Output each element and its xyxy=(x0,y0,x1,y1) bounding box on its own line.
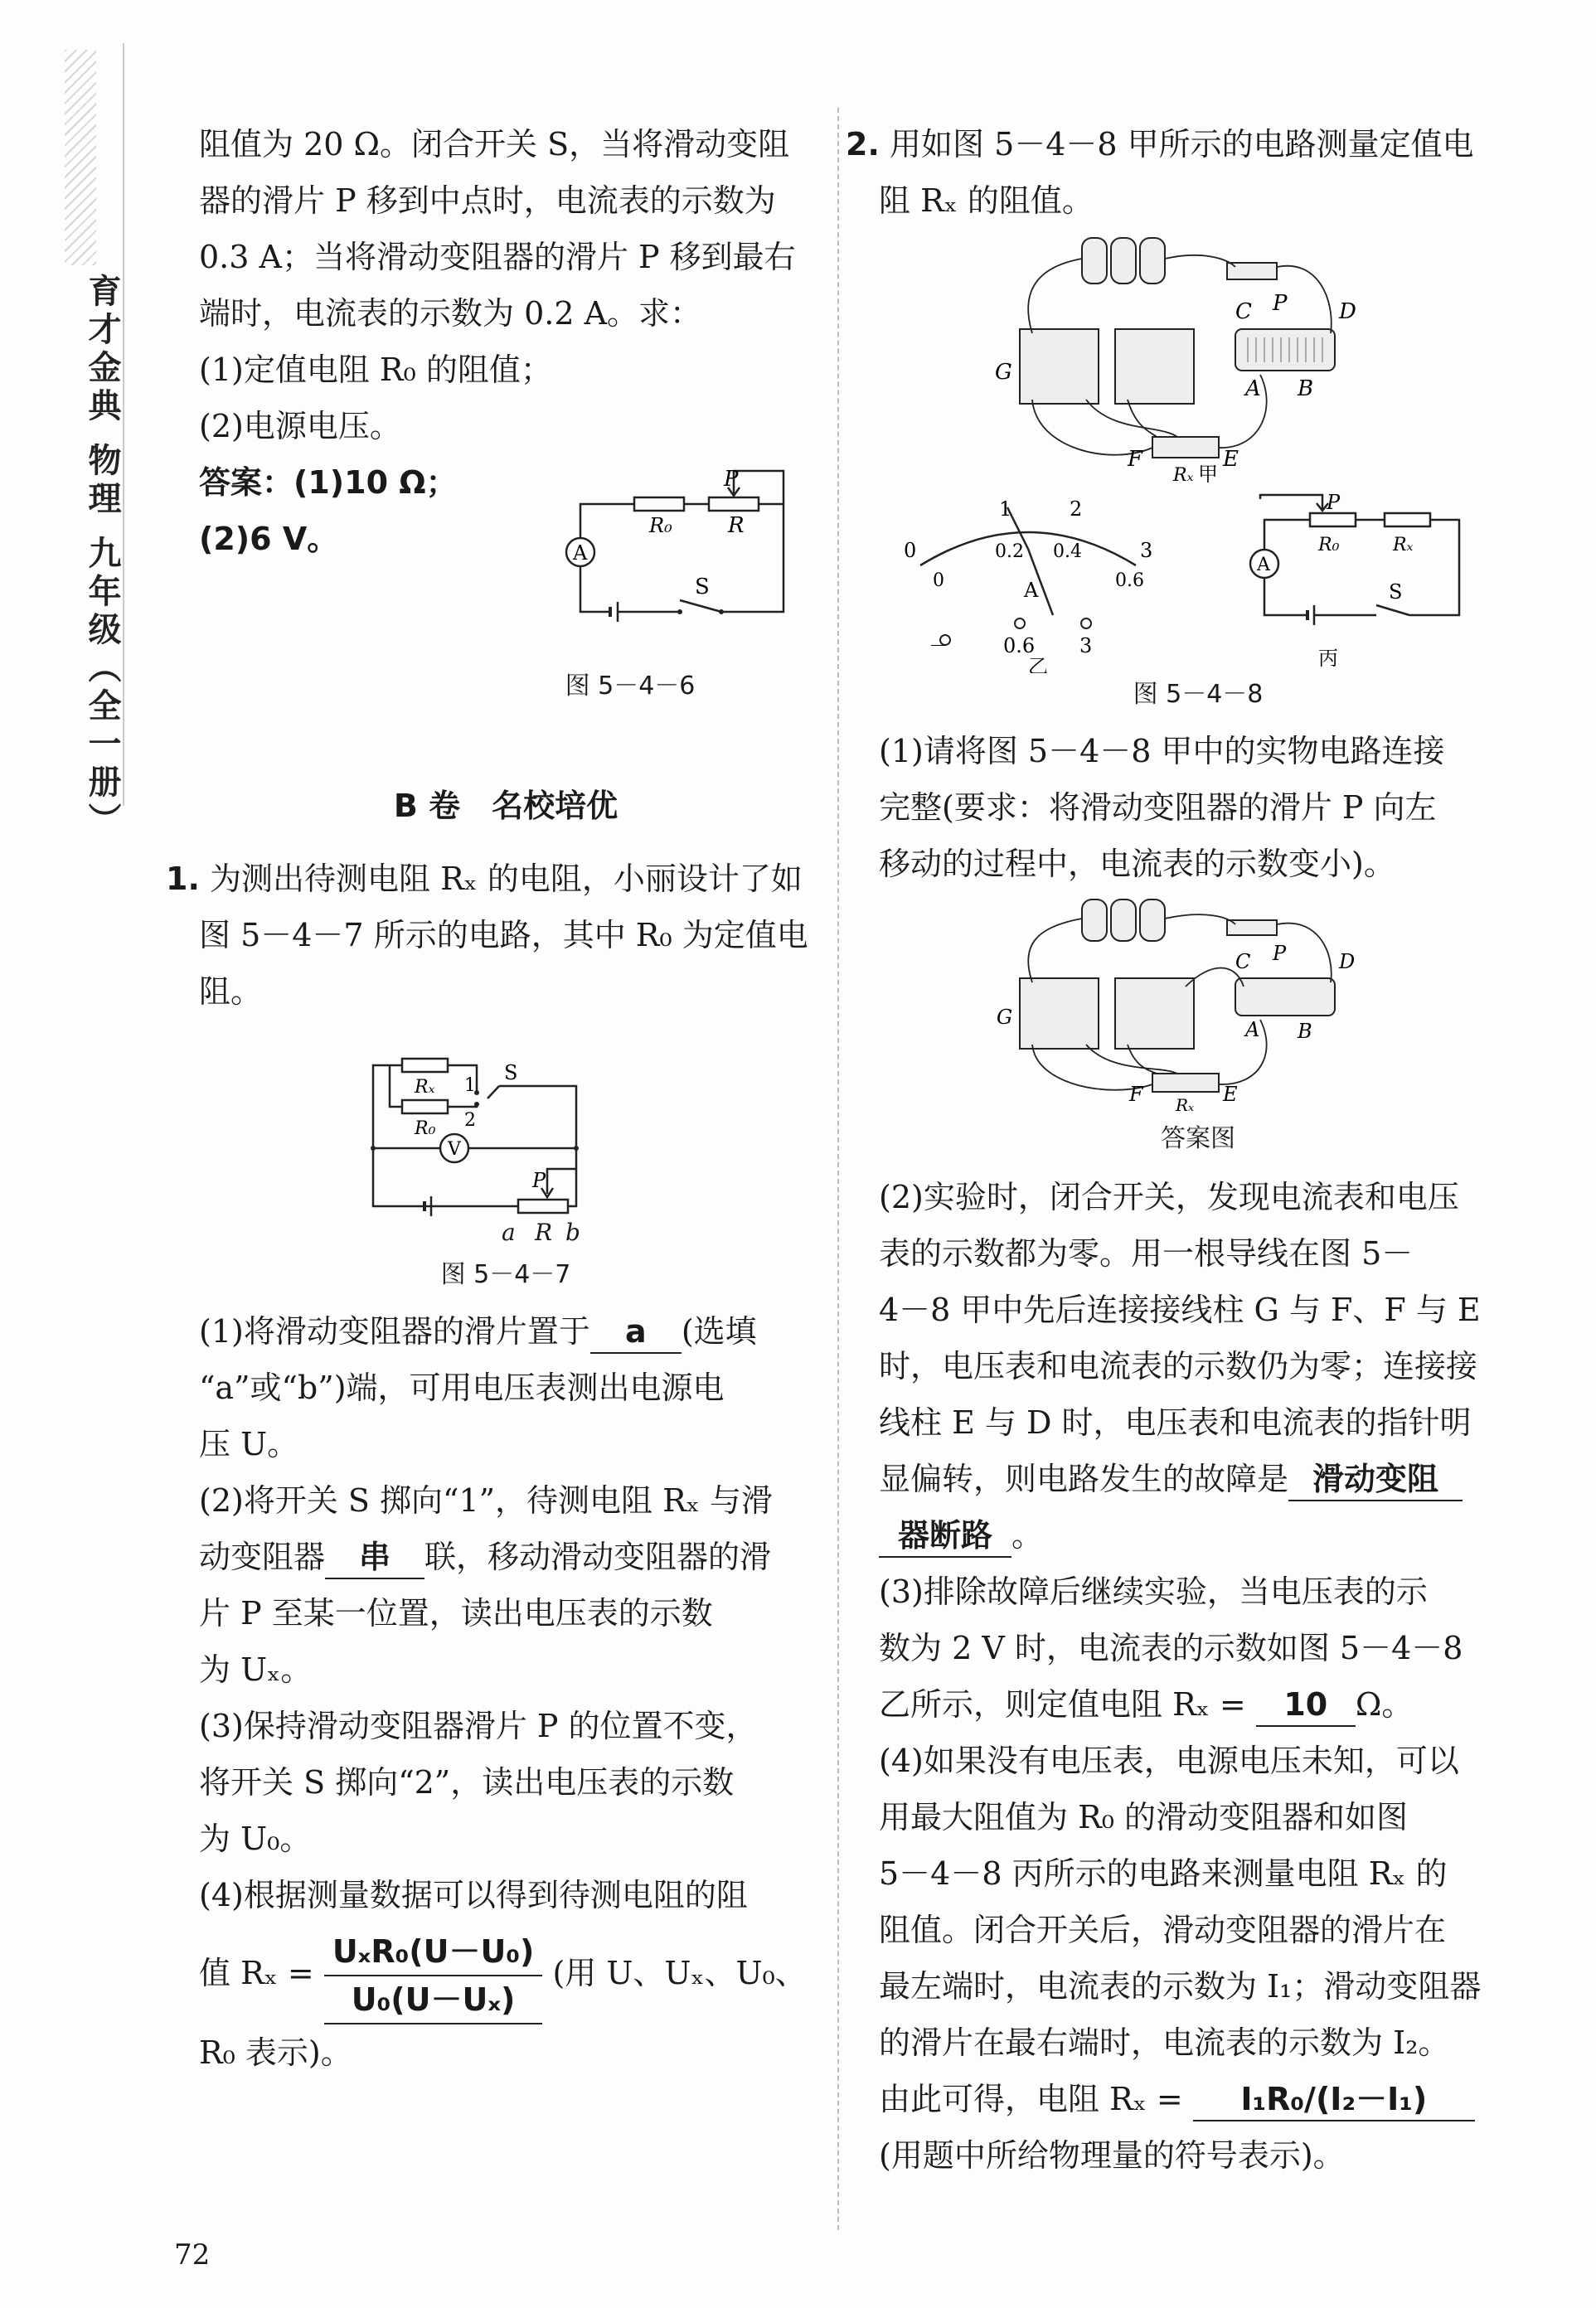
q2-text: 用如图 5－4－8 甲所示的电路测量定值电 xyxy=(889,126,1474,162)
question-number: 2. xyxy=(846,126,880,162)
terminal-0-6: 0.6 xyxy=(1003,634,1036,657)
answer-1: 答案：(1)10 Ω； xyxy=(199,464,458,501)
ammeter-dial-yi xyxy=(895,491,1169,673)
q1-step-1: 压 U。 xyxy=(199,1426,299,1462)
column-divider xyxy=(837,108,839,2230)
text: 联，移动滑动变阻器的滑 xyxy=(424,1539,772,1575)
terminal-g: G xyxy=(997,1006,1013,1029)
intro-line: 0.3 A；当将滑动变阻器的滑片 P 移到最右 xyxy=(199,239,796,275)
q1-step-3: (3)保持滑动变阻器滑片 P 的位置不变， xyxy=(199,1708,758,1744)
q1-text: 图 5－4－7 所示的电路，其中 R₀ 为定值电 xyxy=(199,917,808,953)
terminal-p: P xyxy=(1273,942,1287,965)
terminal-minus: － xyxy=(929,634,948,657)
q1-step-3: 将开关 S 掷向“2”，读出电压表的示数 xyxy=(199,1764,735,1801)
q1-step-1: “a”或“b”)端，可用电压表测出电源电 xyxy=(199,1370,725,1406)
terminal-a: A xyxy=(1245,376,1261,401)
label-p: P xyxy=(724,467,739,492)
q1-text: 阻。 xyxy=(199,973,263,1010)
q2-step-1: (1)请将图 5－4－8 甲中的实物电路连接 xyxy=(879,733,1445,769)
q2-step-3: 数为 2 V 时，电流表的示数如图 5－4－8 xyxy=(879,1630,1463,1666)
label-rx: Rₓ xyxy=(1393,535,1414,555)
label-switch: S xyxy=(1389,580,1403,604)
answer-blank: 串 xyxy=(325,1536,424,1579)
q2-step-4: 阻值。闭合开关后，滑动变阻器的滑片在 xyxy=(879,1912,1447,1948)
q2-step-2: 线柱 E 与 D 时，电压表和电流表的指针明 xyxy=(879,1404,1472,1441)
sub-question-2: (2)电源电压。 xyxy=(199,408,401,444)
terminal-d: D xyxy=(1339,950,1356,973)
answer-2: (2)6 V。 xyxy=(199,521,339,557)
tick-top-1: 1 xyxy=(999,497,1012,521)
q2-step-3: (3)排除故障后继续实验，当电压表的示 xyxy=(879,1573,1428,1610)
question-2-line xyxy=(846,116,1517,172)
label-r0: R₀ xyxy=(1318,535,1340,555)
q2-step-4: 用最大阻值为 R₀ 的滑动变阻器和如图 xyxy=(879,1799,1409,1835)
answer-fraction xyxy=(324,1928,543,2024)
page-number: 72 xyxy=(174,2238,211,2272)
intro-line: 端时，电流表的示数为 0.2 A。求： xyxy=(199,295,702,332)
terminal-b: B xyxy=(1298,1020,1312,1043)
answer-blank: 滑动变阻 xyxy=(1288,1458,1463,1501)
q2-step-4: 最左端时，电流表的示数为 I₁；滑动变阻器 xyxy=(879,1968,1482,2005)
text: 由此可得，电阻 Rₓ = xyxy=(879,2081,1183,2117)
rheostat-labels xyxy=(348,1219,614,1247)
terminal-a: A xyxy=(1245,1018,1260,1041)
text: (1)将滑动变阻器的滑片置于 xyxy=(199,1313,590,1350)
terminal-3: 3 xyxy=(1079,634,1093,657)
question-1-line xyxy=(166,851,813,907)
label-terminal-1: 1 xyxy=(464,1075,476,1096)
label-ammeter: A xyxy=(1257,555,1270,575)
text: 动变阻器 xyxy=(199,1539,326,1575)
tick-top-3: 3 xyxy=(1140,539,1153,562)
label-r: R xyxy=(535,1219,553,1246)
intro-line: 器的滑片 P 移到中点时，电流表的示数为 xyxy=(199,182,776,219)
text: 乙所示，则定值电阻 Rₓ = xyxy=(879,1686,1246,1723)
q2-step-2: 时，电压表和电流表的示数仍为零；连接接 xyxy=(879,1348,1478,1384)
terminal-f: F xyxy=(1128,447,1143,472)
text: (选填 xyxy=(681,1313,757,1350)
fraction-numerator: UₓR₀(U－U₀) xyxy=(324,1928,543,1976)
label-p: P xyxy=(532,1169,546,1192)
label-rx: Rₓ xyxy=(1176,1095,1195,1111)
text: 。 xyxy=(1011,1517,1044,1554)
text: (用 U、Uₓ、U₀、 xyxy=(552,1955,807,1991)
q2-step-2 xyxy=(879,1507,1517,1564)
text: 显偏转，则电路发生的故障是 xyxy=(879,1461,1289,1497)
q1-step-3: 为 U₀。 xyxy=(199,1821,312,1857)
q2-step-4: (4)如果没有电压表，电源电压未知，可以 xyxy=(879,1743,1459,1779)
section-heading: B 卷 名校培优 xyxy=(393,788,619,824)
q2-step-1: 移动的过程中，电流表的示数变小)。 xyxy=(879,846,1395,882)
tick-bottom-0-2: 0.2 xyxy=(995,541,1024,562)
label-switch: S xyxy=(504,1061,518,1084)
right-column xyxy=(846,116,1517,2184)
label-yi: 乙 xyxy=(1028,655,1048,673)
figure-caption: 图 5－4－7 xyxy=(440,1260,571,1289)
book-title: 育才金典 物理 九年级（全一册） xyxy=(83,274,121,841)
label-r0: R₀ xyxy=(415,1118,436,1139)
tick-bottom-0-4: 0.4 xyxy=(1053,541,1082,562)
tick-bottom-0-6: 0.6 xyxy=(1115,570,1144,591)
terminal-c: C xyxy=(1235,950,1251,973)
q2-step-2: 表的示数都为零。用一根导线在图 5－ xyxy=(879,1235,1414,1272)
side-decoration xyxy=(65,50,96,265)
answer-block xyxy=(199,454,813,670)
label-r: R xyxy=(728,513,745,538)
terminal-d: D xyxy=(1339,299,1356,324)
q1-text: 为测出待测电阻 Rₓ 的电阻，小丽设计了如 xyxy=(209,861,803,897)
q2-step-4: 的滑片在最右端时，电流表的示数为 I₂。 xyxy=(879,2024,1450,2061)
q2-step-4 xyxy=(879,2071,1517,2127)
label-bing: 丙 xyxy=(1318,647,1338,670)
label-rx: Rₓ xyxy=(415,1077,435,1098)
q1-step-1 xyxy=(199,1303,813,1360)
figure-caption: 图 5－4－6 xyxy=(565,672,696,701)
terminal-p: P xyxy=(1273,291,1288,316)
q2-step-2 xyxy=(879,1451,1517,1507)
q1-step-2: 片 P 至某一位置，读出电压表的示数 xyxy=(199,1595,713,1632)
q1-step-4: R₀ 表示)。 xyxy=(199,2034,352,2071)
left-column xyxy=(166,116,813,2081)
label-terminal-2: 2 xyxy=(464,1110,476,1131)
physical-circuit-jia xyxy=(987,234,1385,482)
q2-step-2: 4－8 甲中先后连接接线柱 G 与 F、F 与 E xyxy=(879,1292,1481,1328)
sub-question-1: (1)定值电阻 R₀ 的阻值； xyxy=(199,352,552,388)
q2-step-3 xyxy=(879,1676,1517,1733)
q1-step-2: 为 Uₓ。 xyxy=(199,1651,313,1688)
terminal-e: E xyxy=(1223,1083,1238,1106)
terminal-f: F xyxy=(1129,1083,1143,1106)
label-rx: Rₓ xyxy=(1173,465,1194,482)
figure-caption: 图 5－4－8 xyxy=(1133,680,1264,709)
q2-text: 阻 Rₓ 的阻值。 xyxy=(879,182,1094,219)
q2-step-4: 5－4－8 丙所示的电路来测量电阻 Rₓ 的 xyxy=(879,1855,1448,1892)
text: 值 Rₓ = xyxy=(199,1955,314,1991)
terminal-g: G xyxy=(995,360,1012,385)
unit-ampere: A xyxy=(1024,579,1039,602)
q2-step-2: (2)实验时，闭合开关，发现电流表和电压 xyxy=(879,1179,1459,1215)
label-switch: S xyxy=(695,575,710,599)
q1-step-4 xyxy=(199,1923,813,2024)
intro-line: 阻值为 20 Ω。闭合开关 S，当将滑动变阻 xyxy=(199,126,790,162)
circuit-diagram-5-4-6 xyxy=(555,454,804,645)
tick-top-2: 2 xyxy=(1070,497,1083,521)
q1-step-2 xyxy=(199,1529,813,1585)
terminal-c: C xyxy=(1235,299,1252,324)
answer-blank: 器断路 xyxy=(879,1515,1011,1558)
terminal-e: E xyxy=(1223,447,1239,472)
q1-step-2: (2)将开关 S 掷向“1”，待测电阻 Rₓ 与滑 xyxy=(199,1482,773,1519)
fraction-denominator: U₀(U－Uₓ) xyxy=(324,1976,543,2024)
q2-step-1: 完整(要求：将滑动变阻器的滑片 P 向左 xyxy=(879,789,1437,826)
label-voltmeter: V xyxy=(448,1139,461,1160)
figure-yi-bing xyxy=(879,491,1517,673)
tick-top-0: 0 xyxy=(904,539,917,562)
answer-figure-caption: 答案图 xyxy=(1161,1124,1235,1153)
circuit-diagram-bing xyxy=(1244,491,1492,673)
label-b: b xyxy=(565,1219,580,1246)
answer-blank: I₁R₀/(I₂－I₁) xyxy=(1193,2078,1475,2121)
circuit-diagram-5-4-7 xyxy=(348,1036,614,1219)
label-a: a xyxy=(502,1219,516,1246)
question-number: 1. xyxy=(166,861,200,897)
text: Ω。 xyxy=(1355,1686,1414,1723)
label-ammeter: A xyxy=(573,541,588,565)
q2-step-4: (用题中所给物理量的符号表示)。 xyxy=(879,2137,1345,2174)
tick-bottom-0: 0 xyxy=(933,570,944,591)
label-r0: R₀ xyxy=(649,514,672,537)
terminal-b: B xyxy=(1298,376,1314,401)
label-jia: 甲 xyxy=(1198,463,1218,482)
label-p: P xyxy=(1327,491,1341,514)
answer-blank: 10 xyxy=(1256,1684,1356,1727)
q1-step-4: (4)根据测量数据可以得到待测电阻的阻 xyxy=(199,1877,748,1913)
answer-blank: a xyxy=(590,1311,682,1354)
answer-circuit-figure xyxy=(987,895,1385,1111)
